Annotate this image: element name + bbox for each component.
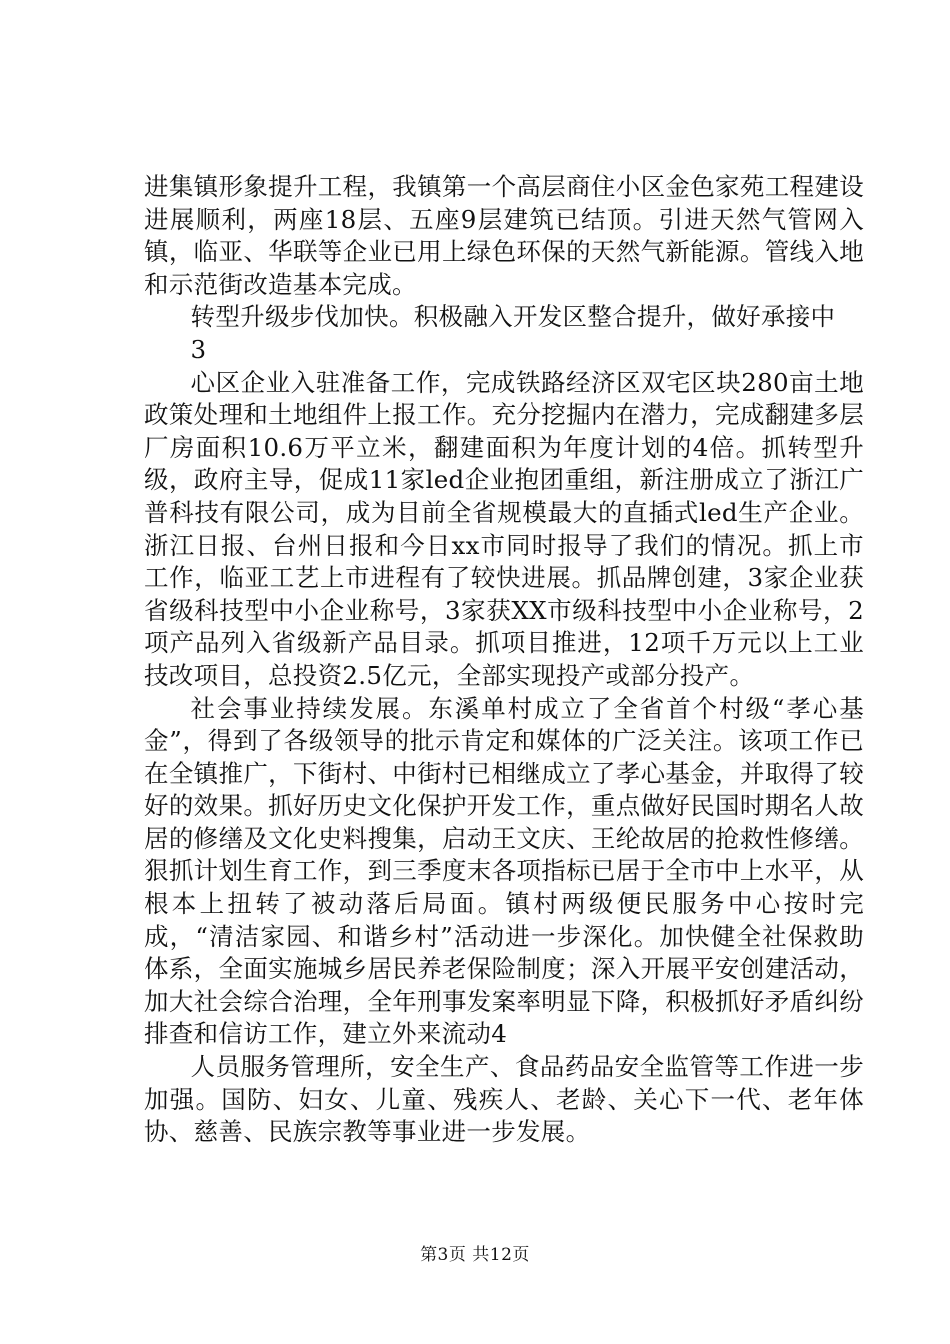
page-footer: 第3页 共12页 (420, 1245, 530, 1265)
paragraph-5: 人员服务管理所，安全生产、食品药品安全监管等工作进一步加强。国防、妇女、儿童、残疾人、老龄、关心下一代、老年体协、慈善、民族宗教等事业进一步发展。 (144, 1052, 864, 1147)
paragraph-3: 心区企业入驻准备工作，完成铁路经济区双宅区块280亩土地政策处理和土地组件上报工作。充分挖掘内在潜力，完成翻建多层厂房面积10.6万平立米，翻建面积为年度计划的4倍。抓转型升级，政府主导，促成11家led企业抱团重组，新注册成立了浙江广普科技有限公司，成为目前全省规模最大的直插式led生产企业。浙江日报、台州日报和今日xx市同时报导了我们的情况。抓上市工作，临亚工艺上市进程有了较快进展。抓品牌创建，3家企业获省级科技型中小企业称号，3家获XX市级科技型中小企业称号，2项产品列入省级新产品目录。抓项目推进，12项千万元以上工业技改项目，总投资2.5亿元，全部实现投产或部分投产。 (144, 367, 864, 690)
document-body (144, 171, 864, 1149)
page-marker: 3 (190, 334, 207, 364)
paragraph-2: 转型升级步伐加快。积极融入开发区整合提升，做好承接中 (190, 302, 836, 332)
paragraph-4: 社会事业持续发展。东溪单村成立了全省首个村级“孝心基金”，得到了各级领导的批示肯定和媒体的广泛关注。该项工作已在全镇推广，下街村、中街村已相继成立了孝心基金，并取得了较好的效果。抓好历史文化保护开发工作，重点做好民国时期名人故居的修缮及文化史料搜集，启动王文庆、王纶故居的抢救性修缮。狠抓计划生育工作，到三季度末各项指标已居于全市中上水平，从根本上扭转了被动落后局面。镇村两级便民服务中心按时完成，“清洁家园、和谐乡村”活动进一步深化。加快健全社保救助体系，全面实施城乡居民养老保险制度；深入开展平安创建活动，加大社会综合治理，全年刑事发案率明显下降，积极抓好矛盾纠纷排查和信访工作，建立外来流动4 (144, 693, 864, 1049)
paragraph-1: 进集镇形象提升工程，我镇第一个高层商住小区金色家苑工程建设进展顺利，两座18层、五座9层建筑已结顶。引进天然气管网入镇，临亚、华联等企业已用上绿色环保的天然气新能源。管线入地和示范街改造基本完成。 (144, 172, 864, 299)
